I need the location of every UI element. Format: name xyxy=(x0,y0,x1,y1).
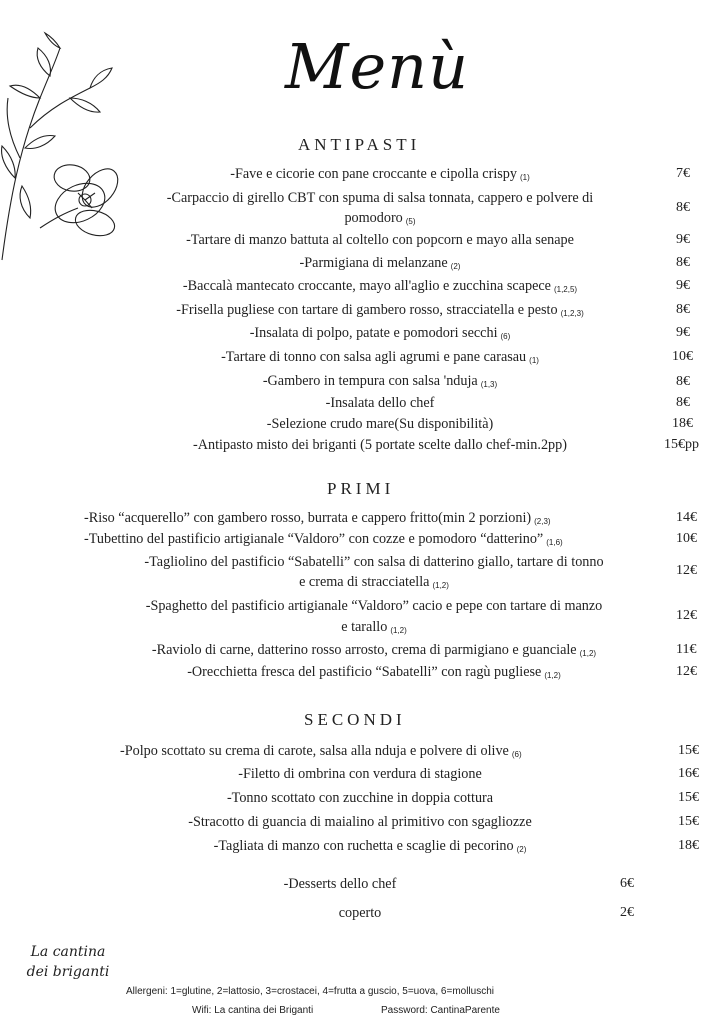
antipasti-price: 9€ xyxy=(676,232,690,247)
primi-item: -Orecchietta fresca del pastificio “Sabatelli” con ragù pugliese (1,2) xyxy=(187,664,561,680)
secondi-item: -Tonno scottato con zucchine in doppia cottura xyxy=(226,790,494,806)
antipasti-price: 8€ xyxy=(676,395,690,410)
antipasti-price: 9€ xyxy=(676,325,690,340)
allergen-legend: Allergeni: 1=glutine, 2=lattosio, 3=crostacei, 4=frutta a guscio, 5=uova, 6=molluschi xyxy=(126,986,495,997)
primi-item: -Tagliolino del pastificio “Sabatelli” con salsa di datterino giallo, tartare di tonno xyxy=(144,554,604,570)
section-title-secondi: SECONDI xyxy=(304,710,406,729)
primi-item: -Spaghetto del pastificio artigianale “Valdoro” cacio e pepe con tartare di manzo xyxy=(145,598,603,614)
secondi-price: 15€ xyxy=(678,790,699,805)
primi-price: 14€ xyxy=(676,510,697,525)
antipasti-item: -Insalata di polpo, patate e pomodori secchi (6) xyxy=(249,325,511,341)
antipasti-price: 18€ xyxy=(672,416,693,431)
primi-price: 10€ xyxy=(676,531,697,546)
secondi-item: -Polpo scottato su crema di carote, salsa alla nduja e polvere di olive (6) xyxy=(120,743,522,759)
section-title-antipasti: ANTIPASTI xyxy=(298,135,421,154)
page-title: Menù xyxy=(285,30,470,103)
secondi-price: 15€ xyxy=(678,814,699,829)
secondi-item: -Stracotto di guancia di maialino al primitivo con sgagliozze xyxy=(188,814,532,830)
antipasti-item: -Insalata dello chef xyxy=(325,395,435,411)
antipasti-price: 8€ xyxy=(676,255,690,270)
antipasti-item: -Gambero in tempura con salsa 'nduja (1,3) xyxy=(262,373,498,389)
antipasti-price: 15€pp xyxy=(664,437,699,452)
secondi-price: 15€ xyxy=(678,743,699,758)
primi-item: -Tubettino del pastificio artigianale “Valdoro” con cozze e pomodoro “datterino” (1,6) xyxy=(84,531,563,547)
antipasti-price: 8€ xyxy=(676,200,690,215)
antipasti-item: -Tartare di tonno con salsa agli agrumi e pane carasau (1) xyxy=(221,349,539,365)
primi-price: 12€ xyxy=(676,563,697,578)
antipasti-price: 9€ xyxy=(676,278,690,293)
desserts-price: 6€ xyxy=(620,876,634,891)
antipasti-item: -Frisella pugliese con tartare di gambero rosso, stracciatella e pesto (1,2,3) xyxy=(176,302,584,318)
secondi-price: 16€ xyxy=(678,766,699,781)
antipasti-item: -Baccalà mantecato croccante, mayo all'aglio e zucchina scapece (1,2,5) xyxy=(182,278,578,294)
coperto-item: coperto xyxy=(338,905,382,921)
antipasti-item: -Antipasto misto dei briganti (5 portate scelte dallo chef-min.2pp) xyxy=(193,437,567,453)
restaurant-logo xyxy=(22,942,114,982)
antipasti-price: 7€ xyxy=(676,166,690,181)
antipasti-item: -Fave e cicorie con pane croccante e cipolla crispy (1) xyxy=(230,166,530,182)
secondi-price: 18€ xyxy=(678,838,699,853)
logo-line-1: La cantina xyxy=(30,944,106,960)
primi-price: 12€ xyxy=(676,608,697,623)
antipasti-item: -Carpaccio di girello CBT con spuma di salsa tonnata, cappero e polvere di xyxy=(166,190,594,206)
logo-line-2: dei briganti xyxy=(26,964,110,980)
primi-price: 11€ xyxy=(676,642,697,657)
section-title-primi: PRIMI xyxy=(327,479,395,498)
primi-item: -Raviolo di carne, datterino rosso arrosto, crema di parmigiano e guanciale (1,2) xyxy=(151,642,597,658)
primi-item: -Riso “acquerello” con gambero rosso, burrata e cappero fritto(min 2 porzioni) (2,3) xyxy=(84,510,551,526)
antipasti-price: 10€ xyxy=(672,349,693,364)
desserts-item: -Desserts dello chef xyxy=(283,876,397,892)
wifi-password: Password: CantinaParente xyxy=(381,1005,500,1016)
antipasti-item-continued: pomodoro (5) xyxy=(344,210,416,226)
coperto-price: 2€ xyxy=(620,905,634,920)
secondi-item: -Filetto di ombrina con verdura di stagione xyxy=(238,766,482,782)
wifi-name: Wifi: La cantina dei Briganti xyxy=(192,1005,314,1016)
antipasti-price: 8€ xyxy=(676,374,690,389)
primi-price: 12€ xyxy=(676,664,697,679)
primi-item-continued: e crema di stracciatella (1,2) xyxy=(299,574,449,590)
antipasti-item: -Tartare di manzo battuta al coltello con popcorn e mayo alla senape xyxy=(186,232,574,248)
antipasti-item: -Parmigiana di melanzane (2) xyxy=(299,255,461,271)
antipasti-item: -Selezione crudo mare(Su disponibilità) xyxy=(266,416,494,432)
antipasti-price: 8€ xyxy=(676,302,690,317)
primi-item-continued: e tarallo (1,2) xyxy=(341,619,407,635)
secondi-item: -Tagliata di manzo con ruchetta e scaglie di pecorino (2) xyxy=(213,838,527,854)
